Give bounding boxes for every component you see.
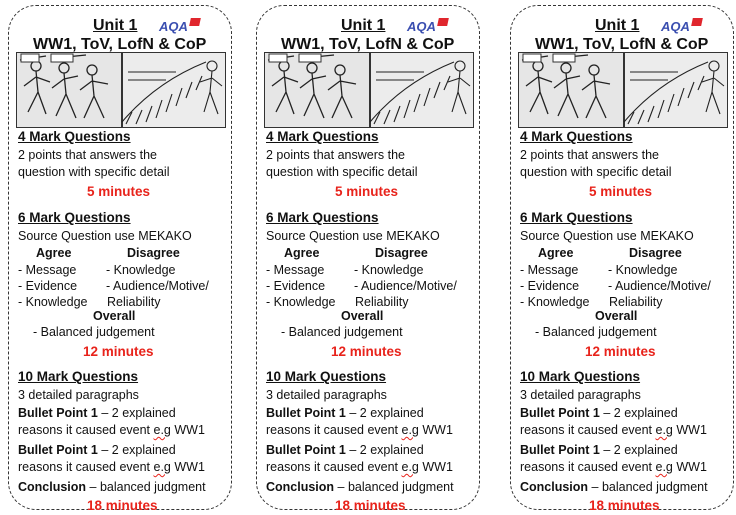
q4-heading: 4 Mark Questions [520,129,633,144]
aqa-logo-flag-icon [437,18,449,26]
bullet-point-line: reasons it caused event e.g WW1 [520,423,707,437]
q4-time: 5 minutes [589,184,653,199]
agree-item: - Message [520,263,579,277]
unit-title: Unit 1 [93,17,138,34]
q4-time: 5 minutes [335,184,399,199]
disagree-label: Disagree [127,246,180,260]
aqa-logo-flag-icon [691,18,703,26]
disagree-item: - Knowledge [106,263,176,277]
q6-heading: 6 Mark Questions [266,210,379,225]
aqa-logo-flag-icon [189,18,201,26]
agree-item: - Evidence [18,279,78,293]
q6-source: Source Question use MEKAKO [520,229,694,243]
bullet-point-line: Bullet Point 1 – 2 explained [18,443,176,457]
q4-line: 2 points that answers the [266,148,405,162]
topics-title: WW1, ToV, LofN & CoP [33,36,207,53]
agree-item: - Message [18,263,77,277]
q6-time: 12 minutes [585,344,656,359]
topics-title: WW1, ToV, LofN & CoP [535,36,709,53]
agree-item: - Evidence [266,279,326,293]
conclusion-line: Conclusion – balanced judgment [18,480,206,494]
balanced-judgement: - Balanced judgement [535,325,657,339]
ww1-cartoon-image [16,52,226,128]
q10-heading: 10 Mark Questions [18,369,139,384]
disagree-label: Disagree [629,246,682,260]
q6-time: 12 minutes [83,344,154,359]
bullet-point-line: reasons it caused event e.g WW1 [18,423,205,437]
revision-card [510,5,734,513]
bullet-point-line: reasons it caused event e.g WW1 [18,460,205,474]
agree-item: - Knowledge [18,295,88,309]
agree-item: - Knowledge [520,295,590,309]
q6-source: Source Question use MEKAKO [266,229,440,243]
disagree-item: Reliability [355,295,409,309]
aqa-logo: AQA [159,19,188,34]
disagree-item: - Knowledge [354,263,424,277]
overall-label: Overall [93,309,136,323]
conclusion-line: Conclusion – balanced judgment [520,480,708,494]
revision-card [256,5,480,513]
q4-time: 5 minutes [87,184,151,199]
agree-label: Agree [36,246,72,260]
bullet-point-line: Bullet Point 1 – 2 explained [520,406,678,420]
q10-line: 3 detailed paragraphs [18,388,139,402]
q4-heading: 4 Mark Questions [266,129,379,144]
q4-line: question with specific detail [520,165,672,179]
bullet-point-line: Bullet Point 1 – 2 explained [520,443,678,457]
disagree-item: - Knowledge [608,263,678,277]
q10-time: 18 minutes [335,498,406,513]
q4-line: question with specific detail [18,165,170,179]
q4-line: 2 points that answers the [520,148,659,162]
ww1-cartoon-image [518,52,728,128]
aqa-logo: AQA [661,19,690,34]
bullet-point-line: reasons it caused event e.g WW1 [266,423,453,437]
ww1-cartoon-image [264,52,474,128]
overall-label: Overall [341,309,384,323]
q10-line: 3 detailed paragraphs [266,388,387,402]
agree-item: - Message [266,263,325,277]
aqa-logo: AQA [407,19,436,34]
bullet-point-line: Bullet Point 1 – 2 explained [266,406,424,420]
agree-label: Agree [284,246,320,260]
bullet-point-line: Bullet Point 1 – 2 explained [18,406,176,420]
q10-heading: 10 Mark Questions [266,369,387,384]
q10-heading: 10 Mark Questions [520,369,641,384]
q6-heading: 6 Mark Questions [18,210,131,225]
bullet-point-line: Bullet Point 1 – 2 explained [266,443,424,457]
q10-time: 18 minutes [87,498,158,513]
balanced-judgement: - Balanced judgement [281,325,403,339]
unit-title: Unit 1 [595,17,640,34]
topics-title: WW1, ToV, LofN & CoP [281,36,455,53]
q6-heading: 6 Mark Questions [520,210,633,225]
bullet-point-line: reasons it caused event e.g WW1 [520,460,707,474]
q4-heading: 4 Mark Questions [18,129,131,144]
q10-time: 18 minutes [589,498,660,513]
revision-card [8,5,232,513]
unit-title: Unit 1 [341,17,386,34]
agree-item: - Evidence [520,279,580,293]
overall-label: Overall [595,309,638,323]
disagree-item: - Audience/Motive/ [106,279,209,293]
q10-line: 3 detailed paragraphs [520,388,641,402]
disagree-item: Reliability [609,295,663,309]
q4-line: 2 points that answers the [18,148,157,162]
disagree-label: Disagree [375,246,428,260]
disagree-item: Reliability [107,295,161,309]
q6-source: Source Question use MEKAKO [18,229,192,243]
q4-line: question with specific detail [266,165,418,179]
bullet-point-line: reasons it caused event e.g WW1 [266,460,453,474]
disagree-item: - Audience/Motive/ [354,279,457,293]
agree-item: - Knowledge [266,295,336,309]
q6-time: 12 minutes [331,344,402,359]
balanced-judgement: - Balanced judgement [33,325,155,339]
disagree-item: - Audience/Motive/ [608,279,711,293]
agree-label: Agree [538,246,574,260]
conclusion-line: Conclusion – balanced judgment [266,480,454,494]
